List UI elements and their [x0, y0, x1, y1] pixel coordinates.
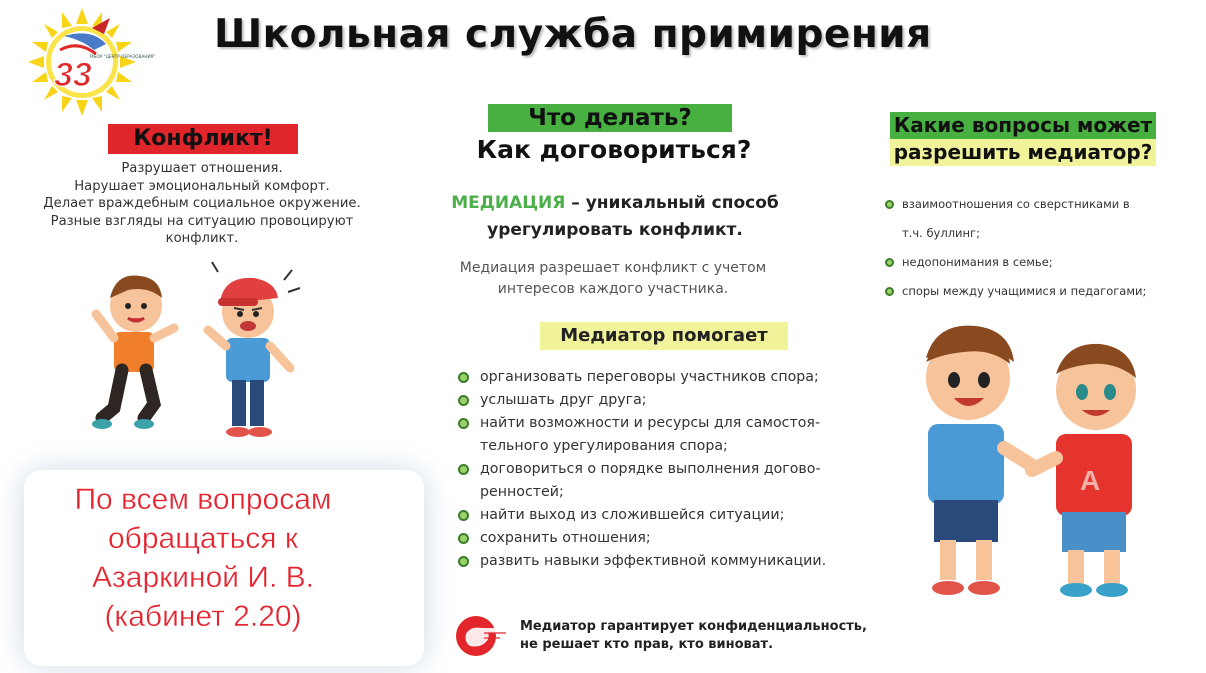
mediation-rest: – уникальный способ [565, 193, 779, 213]
logo-caption: МБОУ "ЦЕНТР ОБРАЗОВАНИЯ" [90, 54, 156, 59]
arguing-kids-illustration [88, 258, 316, 444]
list-item: услышать друг друга; [456, 389, 896, 412]
page-title: Школьная служба примирения [214, 12, 932, 57]
mediator-questions-heading [864, 112, 1182, 166]
contact-line: обращаться к [107, 522, 299, 555]
list-item: взаимоотношения со сверстниками в [884, 190, 1198, 219]
questions-heading-line1: Какие вопросы может [890, 112, 1156, 139]
mediator-questions-list [884, 190, 1198, 306]
list-item: организовать переговоры участников спора; [456, 366, 896, 389]
confidentiality-line: Медиатор гарантирует конфиденциальность, [520, 619, 867, 634]
mediator-helps-heading: Медиатор помогает [540, 322, 788, 350]
list-item-continued: т.ч. буллинг; [902, 226, 980, 240]
svg-text:A: A [1080, 465, 1101, 496]
handshake-kids-illustration [906, 318, 1166, 610]
list-item: сохранить отношения; [456, 527, 896, 550]
contact-info [24, 480, 382, 636]
list-item-continued: ренностей; [480, 484, 564, 500]
mediation-word: МЕДИАЦИЯ [451, 193, 566, 213]
mediation-description [412, 258, 814, 300]
conflict-line: Нарушает эмоциональный комфорт. [74, 178, 330, 194]
list-item-continued: тельного урегулирования спора; [480, 438, 728, 454]
mediation-definition [410, 190, 820, 244]
list-item: договориться о порядке выполнения догово- [456, 458, 896, 481]
conflict-line: конфликт. [165, 231, 239, 246]
list-item: найти возможности и ресурсы для самостоя- [456, 412, 896, 435]
questions-heading-line2: разрешить медиатор? [890, 139, 1157, 166]
mediation-desc-line: Медиация разрешает конфликт с учетом [459, 260, 767, 276]
contact-line: По всем вопросам [74, 483, 332, 516]
mediation-line2: урегулировать конфликт. [487, 220, 743, 240]
how-to-agree-heading: Как договориться? [476, 135, 752, 164]
list-item: найти выход из сложившейся ситуации; [456, 504, 896, 527]
conflict-line: Разрушает отношения. [121, 161, 283, 176]
list-item: развить навыки эффективной коммуникации. [456, 550, 896, 573]
pointing-hand-icon [456, 612, 514, 658]
list-item: споры между учащимися и педагогами; [884, 277, 1198, 306]
logo-number: 33 [54, 56, 92, 94]
confidentiality-note [520, 618, 900, 654]
list-item: недопонимания в семье; [884, 248, 1198, 277]
school-logo [22, 6, 156, 118]
mediation-desc-line: интересов каждого участника. [497, 281, 729, 297]
contact-line: (кабинет 2.20) [104, 600, 302, 633]
conflict-line: Разные взгляды на ситуацию провоцируют [50, 213, 354, 229]
mediator-helps-list [456, 366, 896, 573]
confidentiality-line: не решает кто прав, кто виноват. [520, 637, 774, 652]
conflict-description [20, 160, 384, 248]
conflict-heading: Конфликт! [108, 124, 298, 154]
conflict-line: Делает враждебным социальное окружение. [43, 196, 361, 211]
what-to-do-heading: Что делать? [488, 104, 732, 132]
contact-line: Азаркиной И. В. [92, 561, 314, 594]
